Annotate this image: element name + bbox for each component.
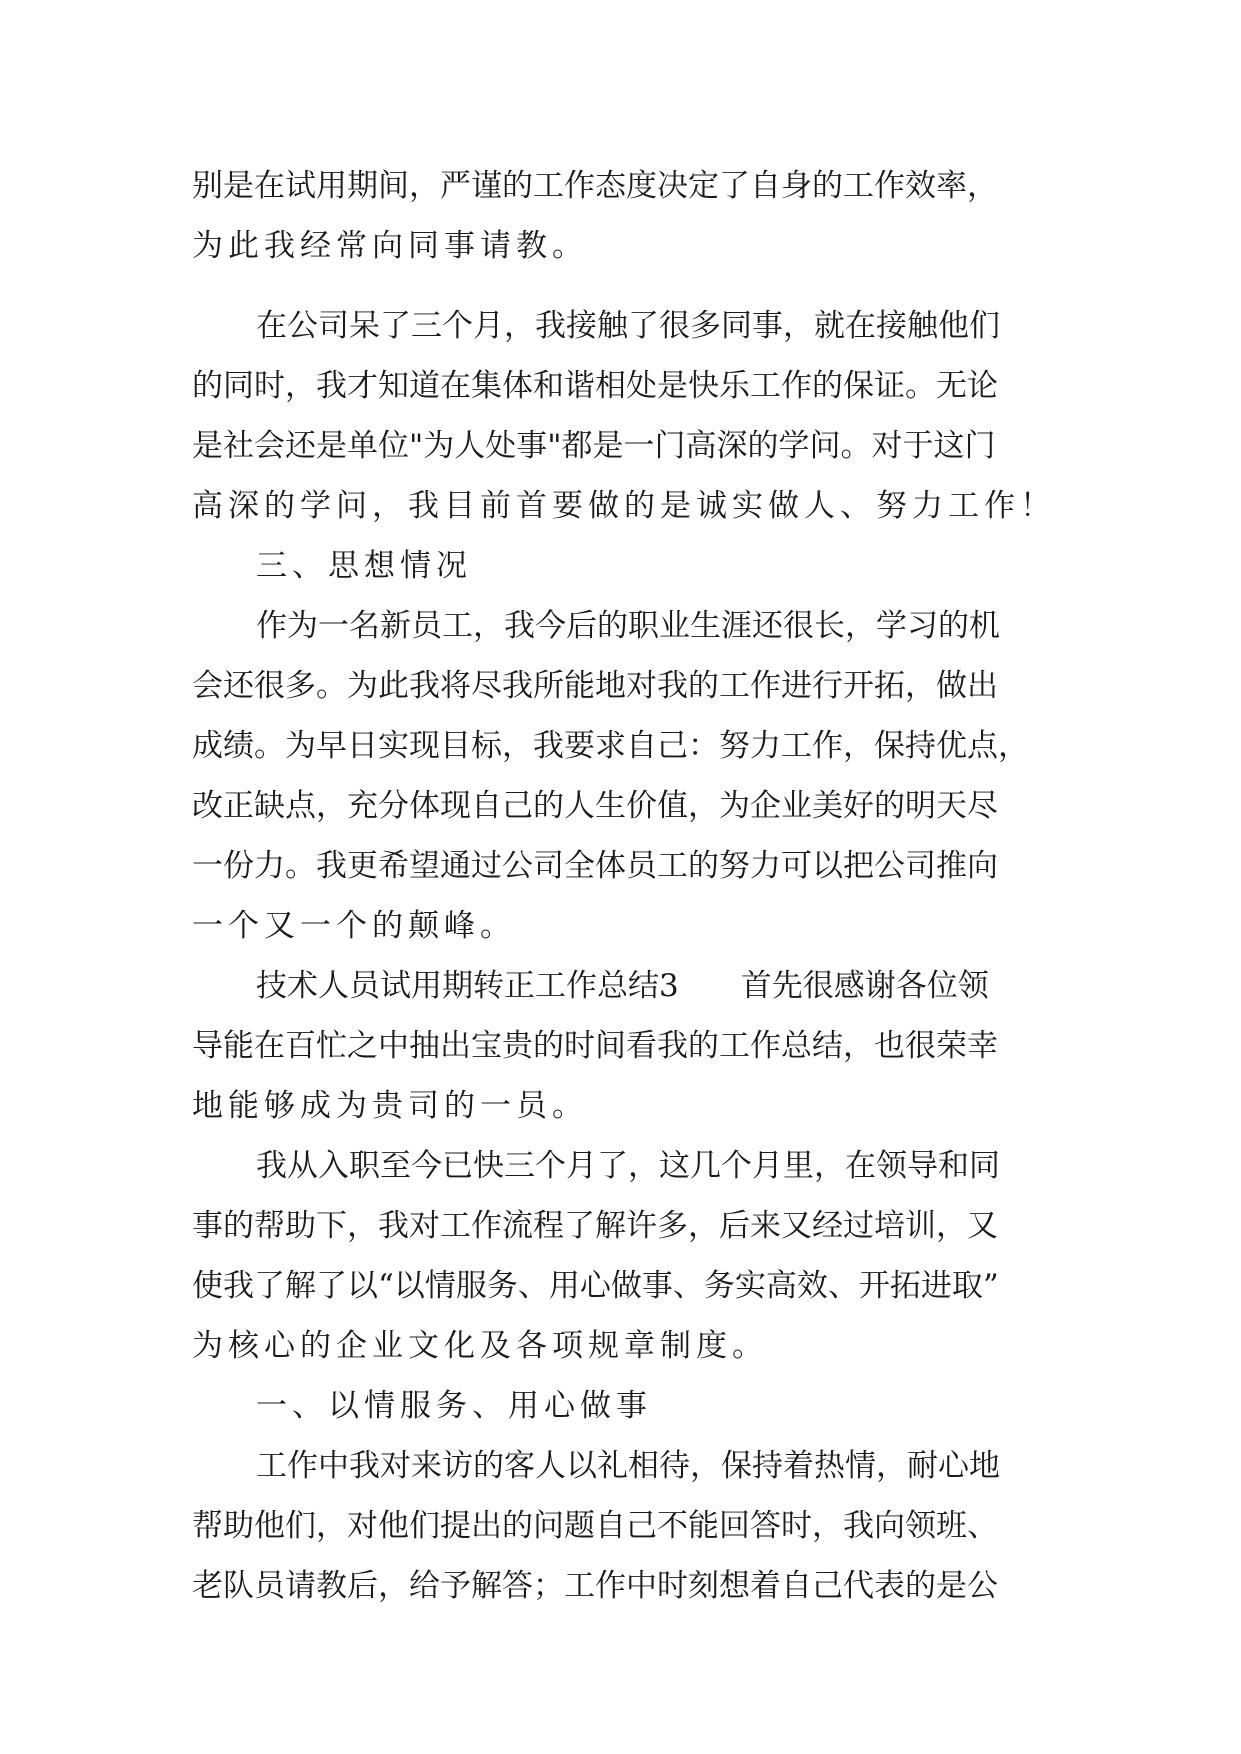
text-line: 技术人员试用期转正工作总结3 首先很感谢各位领: [256, 968, 989, 1004]
text-line: 工作中我对来访的客人以礼相待，保持着热情，耐心地: [256, 1448, 1000, 1484]
text-line: 一个又一个的颠峰。: [192, 908, 516, 944]
text-line: 会还很多。为此我将尽我所能地对我的工作进行开拓，做出: [192, 668, 998, 704]
text-line: 帮助他们，对他们提出的问题自己不能回答时，我向领班、: [192, 1508, 998, 1544]
text-line: 在公司呆了三个月，我接触了很多同事，就在接触他们: [256, 308, 1000, 344]
text-line: 作为一名新员工，我今后的职业生涯还很长，学习的机: [256, 608, 1000, 644]
text-line: 的同时，我才知道在集体和谐相处是快乐工作的保证。无论: [192, 368, 998, 404]
text-line: 成绩。为早日实现目标，我要求自己：努力工作，保持优点，: [192, 728, 1029, 764]
text-line: 老队员请教后，给予解答；工作中时刻想着自己代表的是公: [192, 1568, 998, 1604]
text-line: 改正缺点，充分体现自己的人生价值，为企业美好的明天尽: [192, 788, 998, 824]
section-heading: 一、以情服务、用心做事: [256, 1388, 652, 1424]
text-line: 一份力。我更希望通过公司全体员工的努力可以把公司推向: [192, 848, 998, 884]
text-line: 我从入职至今已快三个月了，这几个月里，在领导和同: [256, 1148, 1000, 1184]
text-line: 导能在百忙之中抽出宝贵的时间看我的工作总结，也很荣幸: [192, 1028, 998, 1064]
text-line: 别是在试用期间，严谨的工作态度决定了自身的工作效率，: [192, 168, 998, 204]
text-line: 为此我经常向同事请教。: [192, 228, 588, 264]
text-line: 使我了解了以“以情服务、用心做事、务实高效、开拓进取”: [192, 1268, 999, 1304]
text-line: 高深的学问，我目前首要做的是诚实做人、努力工作！: [192, 488, 1056, 524]
text-line: 为核心的企业文化及各项规章制度。: [192, 1328, 768, 1364]
section-heading: 三、思想情况: [256, 548, 472, 584]
text-line: 事的帮助下，我对工作流程了解许多，后来又经过培训，又: [192, 1208, 998, 1244]
text-line: 地能够成为贵司的一员。: [192, 1088, 588, 1124]
text-line: 是社会还是单位"为人处事"都是一门高深的学问。对于这门: [192, 428, 996, 464]
